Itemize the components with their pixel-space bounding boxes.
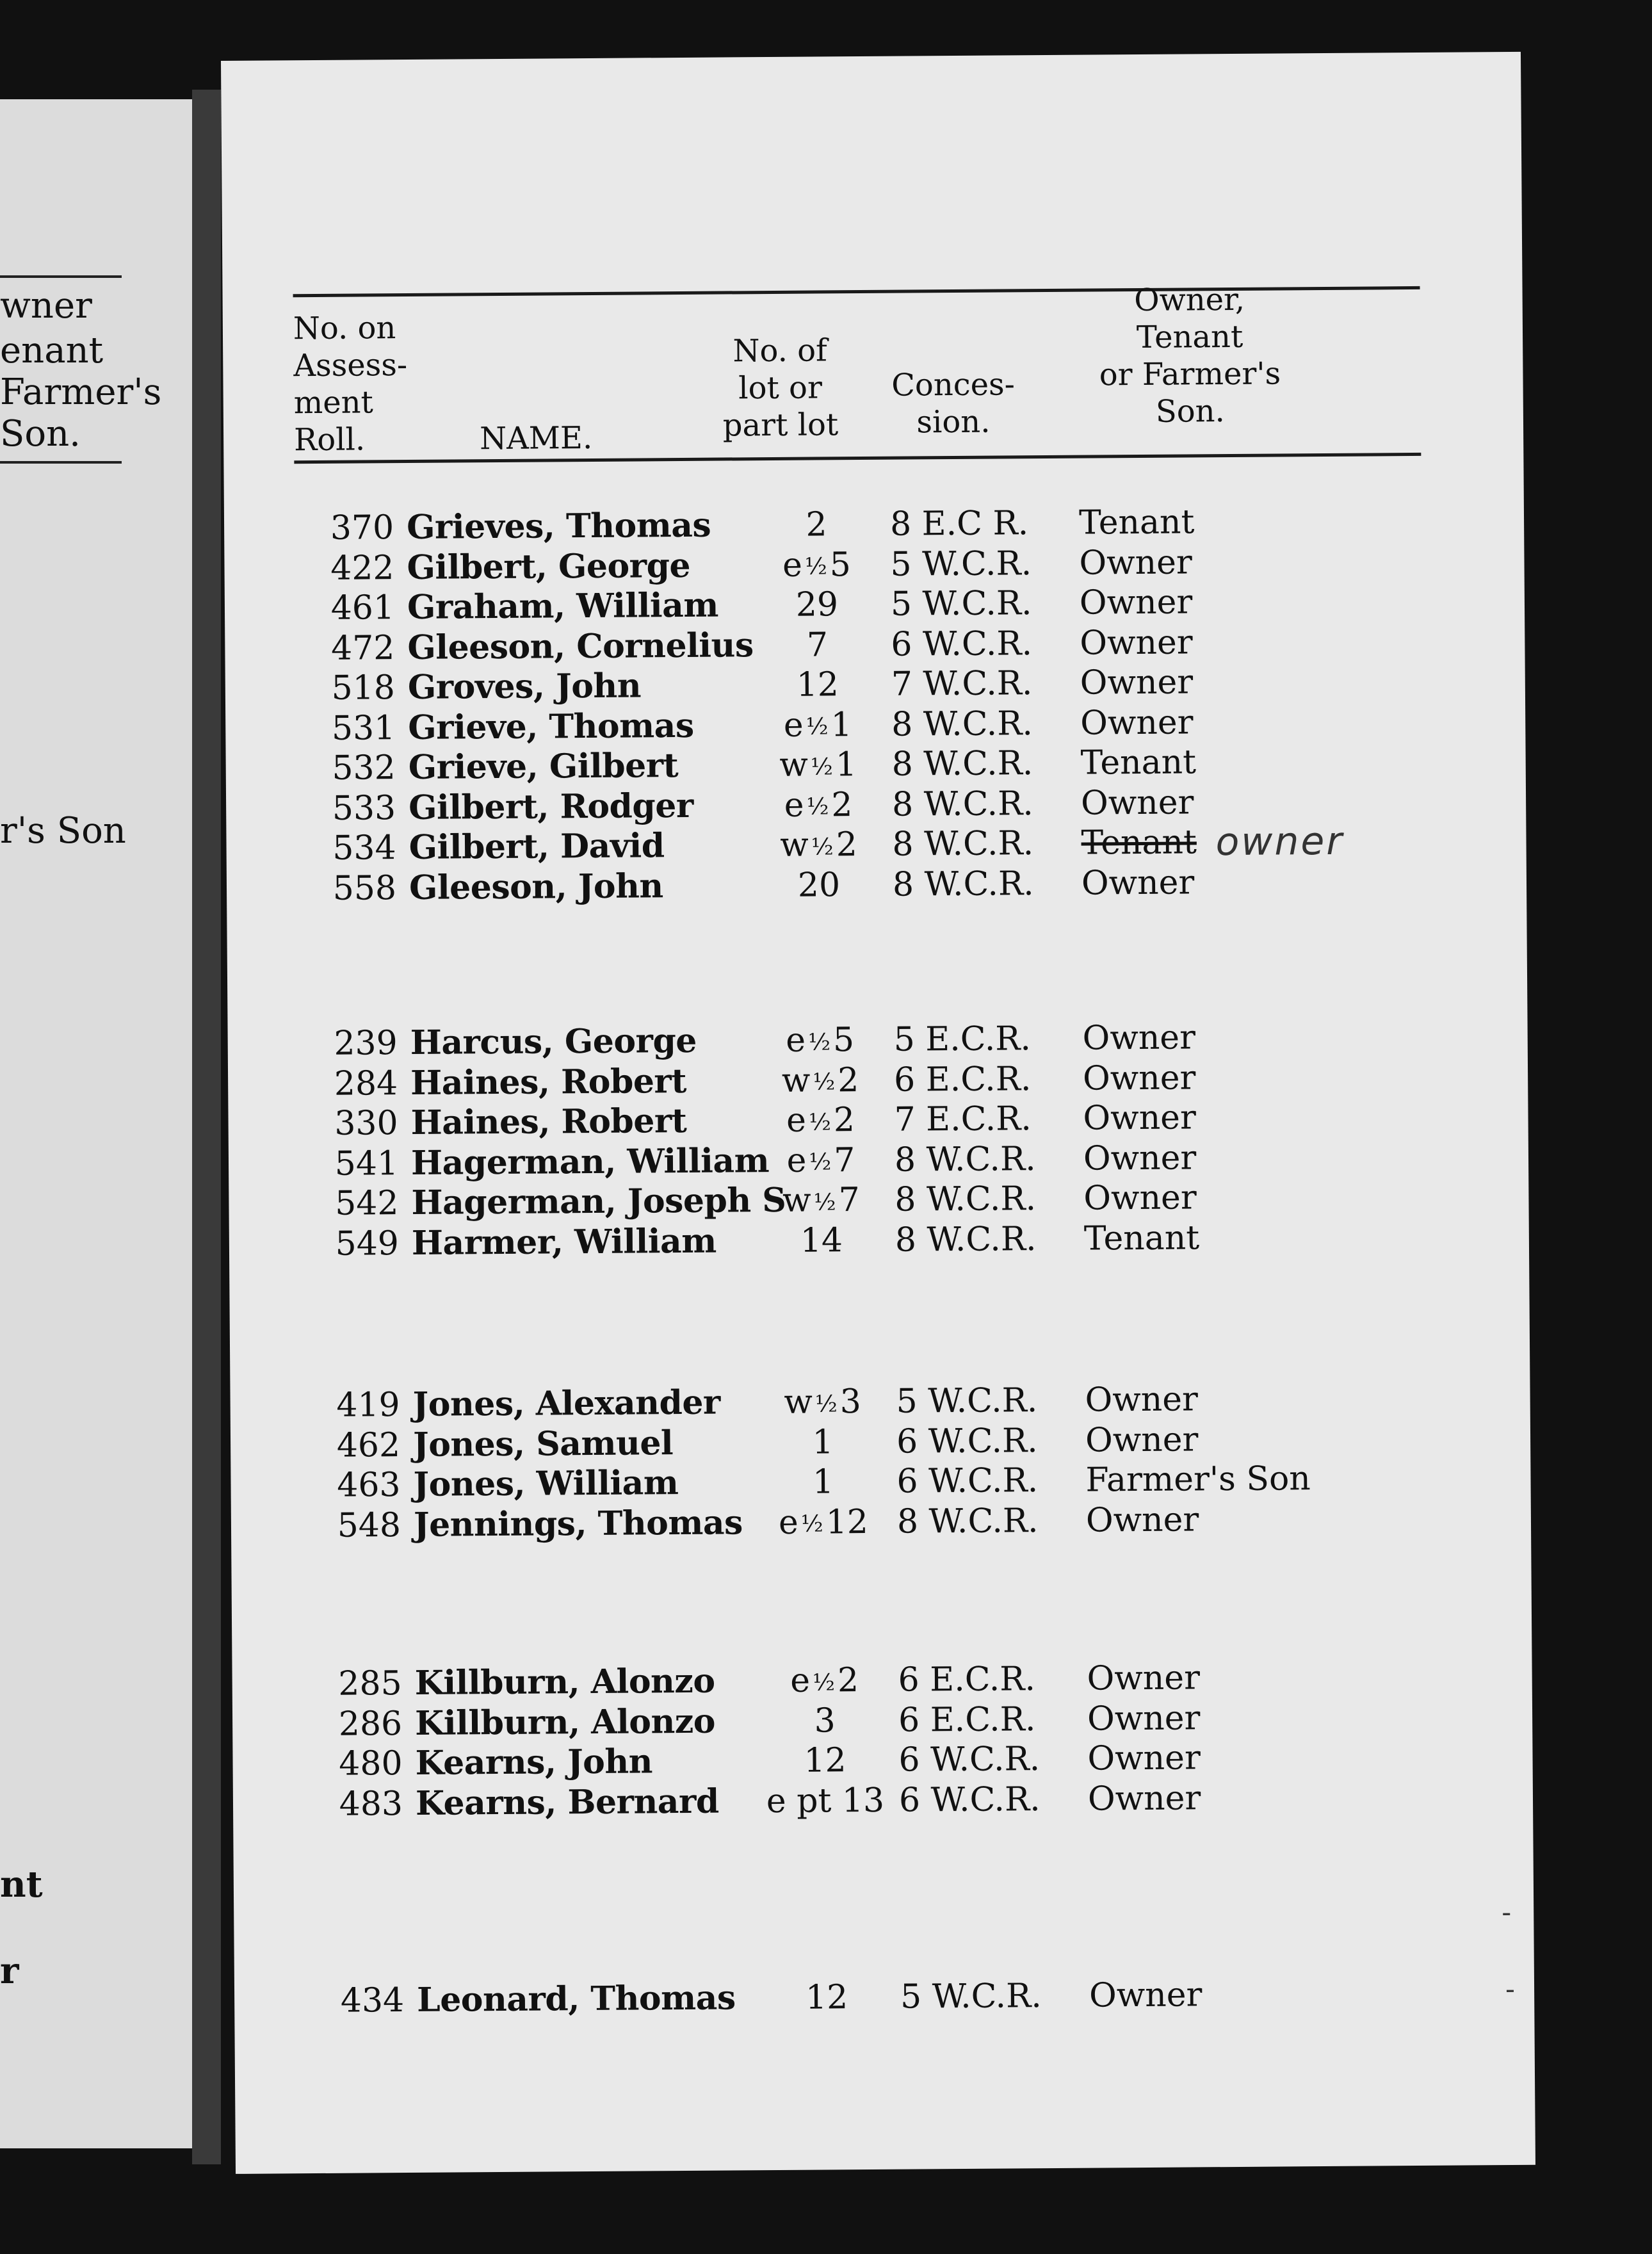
lot-fraction: ½ (810, 753, 834, 781)
lot-fraction: ½ (807, 1028, 831, 1056)
roll-number: 370 (330, 508, 394, 547)
lot-fraction: ½ (806, 793, 829, 820)
owner-status: Tenant (1080, 743, 1197, 782)
roll-number: 434 (340, 1981, 405, 2020)
owner-status: Owner (1080, 702, 1194, 743)
left-fragment-owner: wner (0, 285, 92, 327)
roll-number: 422 (330, 548, 394, 588)
entry-name: Jones, Samuel (412, 1423, 674, 1464)
concession: 8 W.C.R. (895, 1180, 1037, 1219)
header-lot: No. of lot or part lot (722, 332, 839, 444)
left-page-fragment (0, 99, 192, 2148)
entry-name: Grieve, Gilbert (408, 746, 679, 787)
concession: 8 E.C R. (889, 504, 1029, 544)
lot-part-prefix: e (790, 1661, 811, 1700)
concession: 5 W.C.R. (900, 1977, 1042, 2016)
header-owner-status: Owner, Tenant or Farmer's Son. (1099, 281, 1281, 430)
lot-number (730, 1020, 909, 1063)
lot-number-value: 2 (836, 825, 858, 864)
lot-number: 7 (806, 625, 829, 665)
entry-name: Harcus, George (410, 1021, 697, 1062)
concession: 5 W.C.R. (890, 584, 1032, 624)
table-row (227, 860, 1526, 909)
entry-name: Harmer, William (411, 1221, 717, 1263)
roll-number: 330 (334, 1104, 398, 1143)
owner-status: Tenant (1081, 823, 1197, 863)
owner-status: Owner (1079, 542, 1192, 583)
roll-number: 480 (339, 1744, 403, 1783)
lot-number (734, 1660, 914, 1703)
left-fragment-r: r (0, 1950, 19, 1992)
entry-name: Haines, Robert (410, 1061, 687, 1103)
left-fragment-farmers-son: r's Son (0, 810, 126, 852)
roll-number: 483 (339, 1784, 403, 1824)
lot-number-value: 12 (825, 1502, 869, 1541)
concession: 8 W.C.R. (891, 744, 1033, 784)
entry-name: Hagerman, Joseph S (411, 1180, 786, 1222)
entry-name: Jones, William (413, 1463, 679, 1504)
lot-number-value: 2 (833, 1101, 855, 1140)
lot-part-prefix: w (782, 1181, 811, 1220)
owner-status: Owner (1087, 1658, 1201, 1698)
concession: 6 W.C.R. (891, 624, 1033, 664)
lot-part-prefix: w (779, 745, 809, 784)
left-fragment-farmers: Farmer's (0, 371, 162, 413)
entry-name: Kearns, John (415, 1742, 653, 1783)
roll-number: 558 (332, 868, 397, 908)
header-bottom-rule (294, 453, 1421, 464)
left-page-rule-2 (0, 461, 122, 464)
header-concession: Conces- sion. (891, 366, 1016, 441)
owner-status: Owner (1083, 1138, 1197, 1178)
lot-number-value: 7 (834, 1140, 855, 1180)
concession: 8 W.C.R. (892, 864, 1034, 904)
owner-status: Owner (1087, 1698, 1201, 1739)
concession: 6 E.C.R. (898, 1660, 1036, 1699)
entry-name: Leonard, Thomas (416, 1978, 736, 2020)
lot-number (729, 825, 908, 868)
entry-name: Jennings, Thomas (413, 1502, 743, 1545)
lot-fraction: ½ (813, 1188, 836, 1216)
roll-number: 533 (332, 788, 396, 828)
lot-part-prefix: e (784, 786, 804, 825)
lot-number: 14 (800, 1220, 843, 1260)
lot-number (734, 1502, 913, 1545)
owner-status: Owner (1087, 1739, 1201, 1778)
assessment-roll-page (221, 52, 1535, 2174)
owner-status: Farmer's Son (1085, 1459, 1311, 1500)
lot-fraction: ½ (812, 1669, 836, 1696)
lot-fraction: ½ (800, 1511, 823, 1537)
lot-number: 20 (797, 865, 841, 905)
owner-status: Owner (1083, 1098, 1197, 1138)
entry-name: Jones, Alexander (412, 1382, 721, 1424)
owner-status: Tenant (1078, 503, 1195, 542)
lot-number: 3 (814, 1701, 836, 1740)
lot-number (731, 1180, 911, 1223)
entry-name: Gilbert, Rodger (408, 786, 693, 827)
concession: 6 W.C.R. (896, 1461, 1039, 1501)
lot-fraction: ½ (808, 1108, 832, 1136)
lot-number-value: 1 (830, 705, 852, 744)
lot-number: e pt 13 (766, 1781, 885, 1820)
roll-number: 239 (334, 1024, 398, 1063)
lot-fraction: ½ (814, 1390, 838, 1418)
lot-number: 12 (804, 1741, 846, 1780)
entry-name: Groves, John (407, 666, 642, 707)
lot-number (731, 1100, 910, 1143)
lot-number-value: 3 (839, 1382, 862, 1422)
roll-number: 534 (332, 829, 396, 868)
concession: 8 W.C.R. (894, 1139, 1036, 1180)
lot-fraction: ½ (809, 1149, 832, 1176)
entry-name: Grieves, Thomas (406, 505, 711, 547)
concession: 6 W.C.R. (898, 1740, 1041, 1780)
roll-number: 532 (332, 749, 396, 788)
entry-name: Gleeson, Cornelius (407, 625, 754, 667)
lot-part-prefix: w (784, 1382, 813, 1422)
entry-name: Hagerman, William (410, 1140, 770, 1183)
owner-status: Owner (1080, 622, 1193, 663)
roll-number: 463 (337, 1466, 401, 1505)
entry-name: Haines, Robert (410, 1101, 687, 1142)
roll-number: 285 (338, 1664, 402, 1703)
concession: 5 E.C.R. (893, 1019, 1032, 1059)
concession: 7 W.C.R. (891, 664, 1033, 704)
roll-number: 472 (330, 628, 395, 668)
table-row (234, 1973, 1534, 2022)
lot-part-prefix: e (783, 706, 804, 745)
lot-number (729, 784, 908, 827)
concession: 7 E.C.R. (894, 1099, 1032, 1139)
table-row (231, 1497, 1531, 1546)
table-row (233, 1776, 1533, 1824)
lot-number (731, 1140, 911, 1183)
lot-part-prefix: e (778, 1503, 799, 1542)
lot-fraction: ½ (811, 833, 834, 861)
concession: 6 W.C.R. (896, 1421, 1038, 1461)
header-no-on-roll: No. on Assess- ment Roll. (293, 310, 408, 458)
lot-part-prefix: e (786, 1141, 807, 1180)
lot-number (727, 544, 906, 587)
owner-status: Owner (1089, 1975, 1203, 2015)
lot-number (728, 704, 907, 747)
concession: 8 W.C.R. (891, 784, 1033, 824)
lot-number-value: 1 (835, 745, 857, 784)
owner-status: Owner (1087, 1778, 1201, 1819)
concession: 5 W.C.R. (896, 1381, 1038, 1421)
lot-fraction: ½ (806, 713, 829, 740)
lot-number (731, 1060, 910, 1103)
roll-number: 541 (334, 1144, 399, 1183)
page-mark-right-1: - (1502, 1896, 1512, 1929)
owner-status: Owner (1082, 1018, 1196, 1058)
roll-number: 462 (336, 1425, 401, 1465)
concession: 5 W.C.R. (890, 544, 1032, 584)
lot-number: 12 (796, 665, 839, 704)
roll-number: 549 (335, 1224, 400, 1263)
lot-number: 29 (795, 585, 839, 624)
header-name: NAME. (479, 419, 593, 457)
left-page-rule (0, 275, 122, 278)
page-gutter (192, 90, 221, 2164)
lot-part-prefix: e (786, 1101, 807, 1140)
lot-fraction: ½ (813, 1069, 836, 1096)
left-fragment-nt: nt (0, 1863, 43, 1906)
roll-number: 518 (331, 669, 396, 708)
table-row (229, 1215, 1529, 1264)
concession: 8 W.C.R. (891, 704, 1033, 744)
left-fragment-tenant: enant (0, 330, 104, 371)
owner-status: Owner (1080, 663, 1194, 702)
handwritten-correction: owner (1215, 818, 1345, 865)
entry-name: Graham, William (407, 585, 719, 627)
entry-name: Gilbert, George (407, 546, 691, 587)
owner-status: Tenant (1083, 1218, 1200, 1258)
lot-number (733, 1382, 912, 1425)
lot-number: 1 (812, 1422, 834, 1462)
left-fragment-son: Son. (0, 413, 81, 455)
owner-status: Owner (1080, 782, 1194, 823)
lot-part-prefix: e (782, 546, 803, 585)
owner-status: Owner (1085, 1420, 1199, 1460)
roll-number: 286 (338, 1704, 403, 1744)
entry-name: Killburn, Alonzo (414, 1661, 715, 1703)
entry-name: Gilbert, David (409, 826, 665, 867)
concession: 8 W.C.R. (896, 1501, 1039, 1541)
entry-name: Kearns, Bernard (415, 1781, 719, 1823)
owner-status: Owner (1083, 1178, 1197, 1218)
owner-status: Owner (1082, 1058, 1196, 1098)
roll-number: 542 (334, 1184, 399, 1223)
concession: 6 W.C.R. (898, 1780, 1041, 1820)
lot-number: 2 (806, 505, 827, 544)
lot-part-prefix: w (780, 825, 809, 864)
page-mark-right-2: - (1505, 1972, 1516, 2006)
roll-number: 284 (334, 1064, 398, 1103)
owner-status: Owner (1085, 1380, 1199, 1420)
lot-number-value: 2 (831, 785, 853, 824)
roll-number: 531 (331, 708, 396, 748)
lot-number (728, 745, 907, 788)
lot-part-prefix: w (781, 1061, 811, 1100)
owner-status: Owner (1079, 583, 1193, 622)
lot-number: 1 (812, 1463, 834, 1502)
roll-number: 461 (330, 588, 395, 628)
lot-fraction: ½ (804, 553, 827, 580)
owner-status: Owner (1085, 1500, 1199, 1540)
lot-number-value: 5 (829, 545, 852, 584)
lot-number-value: 2 (837, 1661, 859, 1700)
concession: 8 W.C.R. (895, 1219, 1037, 1260)
concession: 6 E.C.R. (893, 1059, 1032, 1099)
lot-number: 12 (805, 1978, 848, 2017)
entry-name: Gleeson, John (409, 866, 663, 907)
lot-number-value: 5 (832, 1021, 855, 1060)
concession: 8 W.C.R. (892, 824, 1034, 864)
roll-number: 419 (336, 1386, 400, 1425)
entry-name: Grieve, Thomas (408, 706, 694, 747)
roll-number: 548 (337, 1505, 401, 1545)
concession: 6 E.C.R. (898, 1699, 1036, 1740)
lot-number-value: 2 (838, 1060, 859, 1099)
entry-name: Killburn, Alonzo (414, 1701, 716, 1743)
lot-number-value: 7 (838, 1181, 860, 1220)
lot-part-prefix: e (786, 1021, 806, 1060)
owner-status: Owner (1081, 863, 1195, 903)
